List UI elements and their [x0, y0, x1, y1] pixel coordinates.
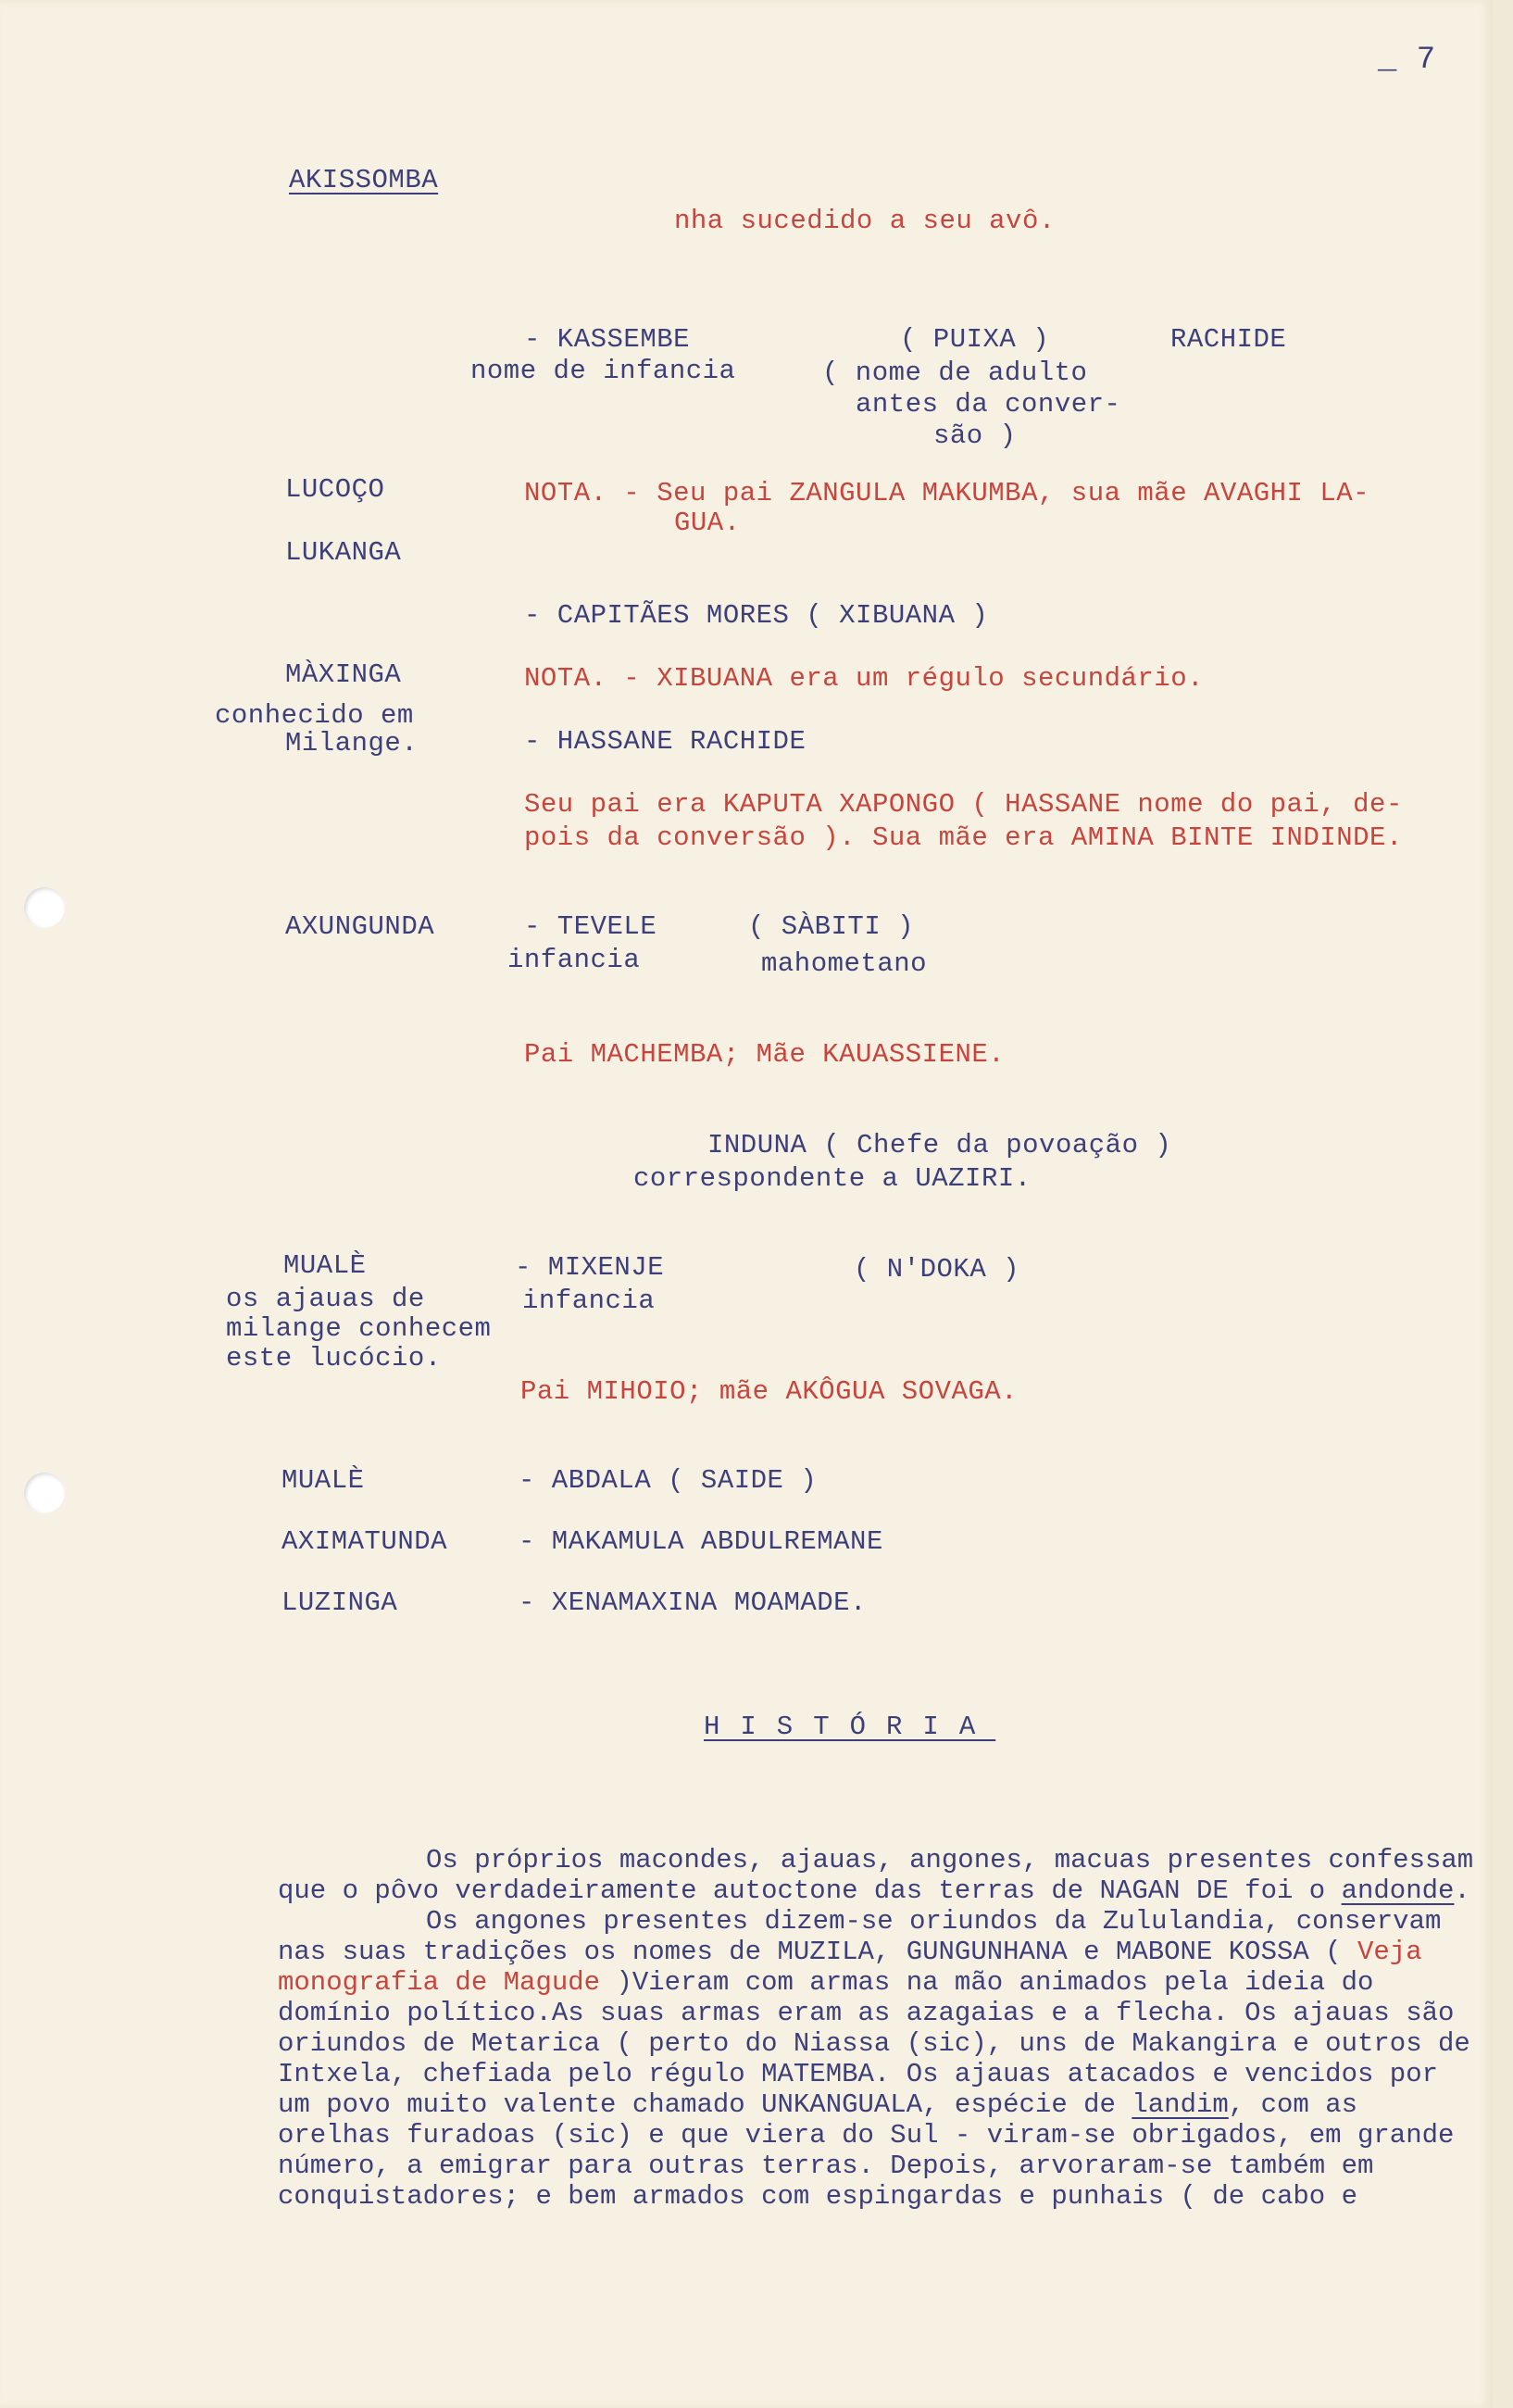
- history-text: [278, 1845, 1482, 2212]
- puixa-note-1: ( nome de adulto: [822, 357, 1088, 388]
- header-name: AKISSOMBA: [289, 165, 439, 195]
- sabiti-note: mahometano: [761, 948, 928, 979]
- maxinga-note-2: Milange.: [285, 728, 419, 759]
- mixenje-name: - MIXENJE: [515, 1252, 665, 1283]
- induna-line-2: correspondente a UAZIRI.: [633, 1163, 1032, 1194]
- list-label-2: AXIMATUNDA: [281, 1526, 448, 1557]
- capitaes-line: - CAPITÃES MORES ( XIBUANA ): [524, 600, 989, 631]
- puixa-note-3: são ): [933, 420, 1017, 451]
- lucoco-label: LUCOÇO: [285, 474, 385, 505]
- hassane-line: - HASSANE RACHIDE: [524, 726, 807, 757]
- section-title: HISTÓRIA: [704, 1712, 996, 1742]
- punch-hole: [24, 887, 65, 928]
- rachide-name: RACHIDE: [1170, 324, 1287, 355]
- maxinga-note-1: conhecido em: [215, 700, 414, 731]
- puixa-note-2: antes da conver-: [856, 389, 1121, 420]
- maxinga-red-2: pois da conversão ). Sua mãe era AMINA BINTE INDINDE.: [524, 822, 1403, 853]
- list-value-1: - ABDALA ( SAIDE ): [519, 1465, 818, 1496]
- lucoco-nota-1: NOTA. - Seu pai ZANGULA MAKUMBA, sua mãe AVAGHI LA-: [524, 478, 1370, 508]
- kassembe-name: - KASSEMBE: [524, 324, 691, 355]
- tevele-name: - TEVELE: [524, 911, 657, 942]
- lukanga-label: LUKANGA: [285, 537, 402, 568]
- muale-note-2: milange conhecem: [226, 1313, 492, 1344]
- list-value-2: - MAKAMULA ABDULREMANE: [519, 1526, 883, 1557]
- list-label-3: LUZINGA: [281, 1587, 398, 1618]
- landim-link: landim: [1132, 2089, 1229, 2120]
- tevele-note: infancia: [507, 945, 641, 975]
- paragraph-1: Os próprios macondes, ajauas, angones, macuas presentes confessam que o pôvo verdadeiramente autoctone das terras de NAGAN DE foi o andonde.: [278, 1845, 1474, 1906]
- induna-line-1: INDUNA ( Chefe da povoação ): [707, 1130, 1172, 1160]
- intro-line: nha sucedido a seu avô.: [674, 206, 1056, 236]
- list-value-3: - XENAMAXINA MOAMADE.: [519, 1587, 867, 1618]
- lucoco-nota-2: GUA.: [674, 508, 741, 538]
- muale-red: Pai MIHOIO; mãe AKÔGUA SOVAGA.: [520, 1376, 1019, 1407]
- axungunda-label: AXUNGUNDA: [285, 911, 435, 942]
- ndoka-name: ( N'DOKA ): [854, 1254, 1020, 1285]
- punch-hole: [24, 1473, 65, 1513]
- puixa-name: ( PUIXA ): [900, 324, 1050, 355]
- paragraph-2: Os angones presentes dizem-se oriundos da Zululandia, conservam nas suas tradições os nomes de MUZILA, GUNGUNHANA e MABONE KOSSA ( Veja monografia de Magude )Vieram com armas na mão animados pela ideia do domínio político.As suas armas eram as azagaias e a flecha. Os ajauas são oriundos de Metarica ( perto do Niassa (sic), uns de Makangira e outros de Intxela, chefiada pelo régulo MATEMBA. Os ajauas atacados e vencidos por um povo muito valente chamado UNKANGUALA, espécie de landim, com as orelhas furadoas (sic) e que viera do Sul - viram-se obrigados, em grande número, a emigrar para outras terras. Depois, arvoraram-se também em conquistadores; e bem armados com espingardas e punhais ( de cabo e: [278, 1906, 1470, 2212]
- list-label-1: MUALÈ: [281, 1465, 365, 1496]
- kassembe-note: nome de infancia: [470, 356, 736, 386]
- muale-label: MUALÈ: [283, 1250, 367, 1281]
- maxinga-nota: NOTA. - XIBUANA era um régulo secundário.: [524, 663, 1205, 694]
- muale-note-3: este lucócio.: [226, 1343, 442, 1373]
- maxinga-label: MÀXINGA: [285, 659, 402, 690]
- magude-reference: Veja monografia de Magude: [278, 1937, 1422, 1998]
- axungunda-red: Pai MACHEMBA; Mãe KAUASSIENE.: [524, 1039, 1006, 1070]
- andonde-link: andonde: [1341, 1875, 1455, 1906]
- maxinga-red-1: Seu pai era KAPUTA XAPONGO ( HASSANE nome do pai, de-: [524, 789, 1403, 820]
- muale-note-1: os ajauas de: [226, 1284, 425, 1314]
- sabiti-name: ( SÀBITI ): [748, 911, 915, 942]
- page-number: _ 7: [1378, 43, 1436, 78]
- mixenje-note: infancia: [522, 1286, 656, 1316]
